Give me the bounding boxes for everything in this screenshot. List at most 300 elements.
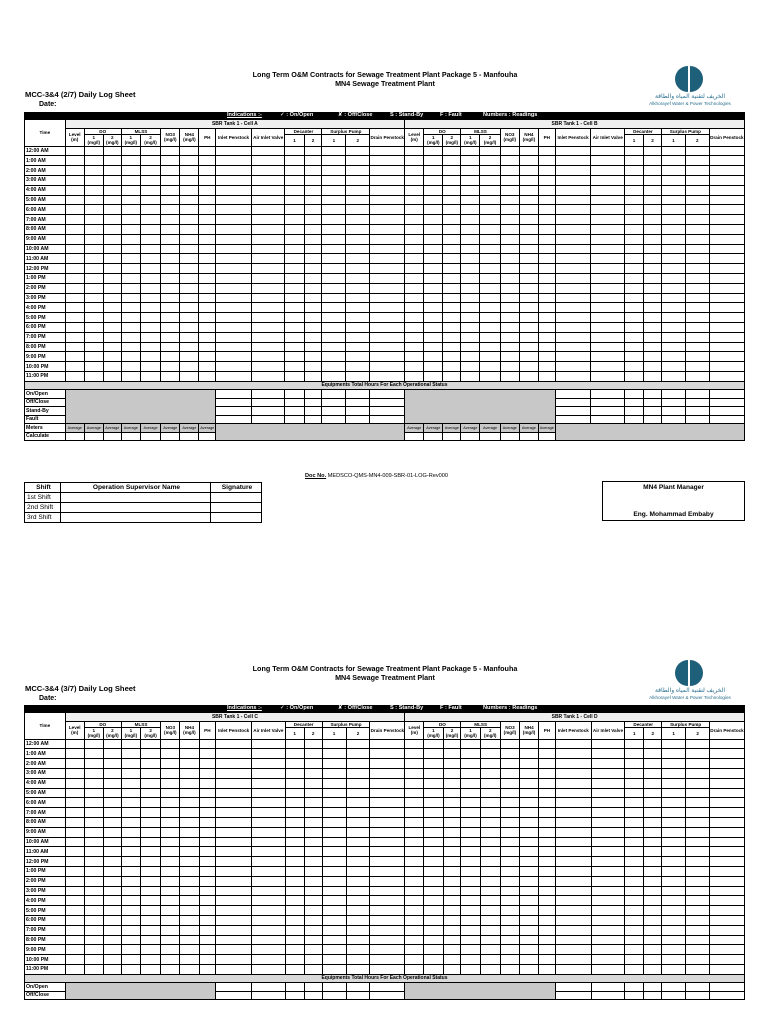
reading-cell[interactable] <box>370 759 405 769</box>
reading-cell[interactable] <box>685 185 709 195</box>
reading-cell[interactable] <box>346 798 370 808</box>
reading-cell[interactable] <box>285 837 304 847</box>
reading-cell[interactable] <box>624 283 643 293</box>
reading-cell[interactable] <box>285 759 304 769</box>
reading-cell[interactable] <box>480 935 500 945</box>
reading-cell[interactable] <box>539 749 556 759</box>
reading-cell[interactable] <box>103 264 121 274</box>
reading-cell[interactable] <box>180 808 199 818</box>
reading-cell[interactable] <box>121 332 140 342</box>
reading-cell[interactable] <box>216 224 252 234</box>
reading-cell[interactable] <box>65 915 84 925</box>
reading-cell[interactable] <box>103 817 121 827</box>
reading-cell[interactable] <box>180 896 199 906</box>
reading-cell[interactable] <box>161 886 180 896</box>
reading-cell[interactable] <box>140 264 160 274</box>
reading-cell[interactable] <box>140 827 160 837</box>
reading-cell[interactable] <box>285 244 304 254</box>
reading-cell[interactable] <box>405 964 424 974</box>
reading-cell[interactable] <box>461 827 480 837</box>
reading-cell[interactable] <box>304 371 322 381</box>
reading-cell[interactable] <box>84 925 103 935</box>
reading-cell[interactable] <box>304 817 322 827</box>
reading-cell[interactable] <box>500 759 519 769</box>
reading-cell[interactable] <box>424 759 443 769</box>
reading-cell[interactable] <box>424 224 443 234</box>
reading-cell[interactable] <box>661 215 685 225</box>
reading-cell[interactable] <box>644 342 662 352</box>
reading-cell[interactable] <box>424 827 443 837</box>
reading-cell[interactable] <box>480 185 500 195</box>
reading-cell[interactable] <box>461 244 480 254</box>
reading-cell[interactable] <box>500 273 519 283</box>
reading-cell[interactable] <box>199 283 216 293</box>
reading-cell[interactable] <box>500 244 519 254</box>
reading-cell[interactable] <box>624 215 643 225</box>
reading-cell[interactable] <box>644 352 662 362</box>
reading-cell[interactable] <box>500 808 519 818</box>
hours-cell[interactable] <box>370 415 405 424</box>
reading-cell[interactable] <box>103 964 121 974</box>
reading-cell[interactable] <box>121 749 140 759</box>
reading-cell[interactable] <box>625 778 644 788</box>
reading-cell[interactable] <box>121 798 140 808</box>
reading-cell[interactable] <box>285 896 304 906</box>
reading-cell[interactable] <box>405 886 424 896</box>
reading-cell[interactable] <box>304 876 322 886</box>
reading-cell[interactable] <box>304 195 322 205</box>
reading-cell[interactable] <box>500 234 519 244</box>
reading-cell[interactable] <box>285 303 304 313</box>
reading-cell[interactable] <box>103 788 121 798</box>
hours-cell[interactable] <box>251 407 284 416</box>
reading-cell[interactable] <box>662 749 686 759</box>
reading-cell[interactable] <box>161 352 180 362</box>
reading-cell[interactable] <box>624 156 643 166</box>
calculate-cell[interactable] <box>140 432 160 441</box>
reading-cell[interactable] <box>624 244 643 254</box>
reading-cell[interactable] <box>500 283 519 293</box>
reading-cell[interactable] <box>251 244 284 254</box>
reading-cell[interactable] <box>121 244 140 254</box>
reading-cell[interactable] <box>216 146 252 156</box>
reading-cell[interactable] <box>424 371 443 381</box>
reading-cell[interactable] <box>121 925 140 935</box>
reading-cell[interactable] <box>84 234 103 244</box>
reading-cell[interactable] <box>285 264 304 274</box>
reading-cell[interactable] <box>405 332 424 342</box>
reading-cell[interactable] <box>322 915 346 925</box>
reading-cell[interactable] <box>644 313 662 323</box>
hours-cell[interactable] <box>322 407 346 416</box>
reading-cell[interactable] <box>480 224 500 234</box>
reading-cell[interactable] <box>538 166 555 176</box>
reading-cell[interactable] <box>216 362 252 372</box>
reading-cell[interactable] <box>539 769 556 779</box>
reading-cell[interactable] <box>624 332 643 342</box>
reading-cell[interactable] <box>591 283 624 293</box>
reading-cell[interactable] <box>480 837 500 847</box>
reading-cell[interactable] <box>199 925 216 935</box>
reading-cell[interactable] <box>161 234 180 244</box>
reading-cell[interactable] <box>591 886 624 896</box>
reading-cell[interactable] <box>180 176 199 186</box>
reading-cell[interactable] <box>65 264 84 274</box>
reading-cell[interactable] <box>252 817 285 827</box>
reading-cell[interactable] <box>710 857 745 867</box>
hours-cell[interactable] <box>346 407 370 416</box>
calculate-cell[interactable] <box>519 432 538 441</box>
reading-cell[interactable] <box>140 166 160 176</box>
reading-cell[interactable] <box>661 273 685 283</box>
reading-cell[interactable] <box>624 224 643 234</box>
reading-cell[interactable] <box>424 166 443 176</box>
reading-cell[interactable] <box>424 195 443 205</box>
reading-cell[interactable] <box>285 234 304 244</box>
reading-cell[interactable] <box>322 788 346 798</box>
reading-cell[interactable] <box>103 798 121 808</box>
reading-cell[interactable] <box>65 749 84 759</box>
reading-cell[interactable] <box>346 886 370 896</box>
reading-cell[interactable] <box>520 876 539 886</box>
reading-cell[interactable] <box>252 837 285 847</box>
reading-cell[interactable] <box>304 254 322 264</box>
reading-cell[interactable] <box>710 769 745 779</box>
reading-cell[interactable] <box>405 224 424 234</box>
reading-cell[interactable] <box>555 769 591 779</box>
reading-cell[interactable] <box>140 935 160 945</box>
reading-cell[interactable] <box>405 808 424 818</box>
reading-cell[interactable] <box>84 322 103 332</box>
reading-cell[interactable] <box>500 205 519 215</box>
reading-cell[interactable] <box>161 817 180 827</box>
reading-cell[interactable] <box>443 205 461 215</box>
reading-cell[interactable] <box>121 847 140 857</box>
hours-cell[interactable] <box>710 991 745 1000</box>
reading-cell[interactable] <box>103 906 121 916</box>
reading-cell[interactable] <box>322 313 346 323</box>
reading-cell[interactable] <box>140 371 160 381</box>
reading-cell[interactable] <box>539 759 556 769</box>
reading-cell[interactable] <box>346 362 370 372</box>
reading-cell[interactable] <box>443 739 461 749</box>
reading-cell[interactable] <box>304 352 322 362</box>
reading-cell[interactable] <box>103 234 121 244</box>
reading-cell[interactable] <box>285 955 304 965</box>
reading-cell[interactable] <box>140 273 160 283</box>
reading-cell[interactable] <box>661 342 685 352</box>
reading-cell[interactable] <box>709 146 744 156</box>
reading-cell[interactable] <box>216 185 252 195</box>
reading-cell[interactable] <box>161 156 180 166</box>
reading-cell[interactable] <box>424 313 443 323</box>
reading-cell[interactable] <box>121 234 140 244</box>
reading-cell[interactable] <box>461 224 480 234</box>
reading-cell[interactable] <box>84 886 103 896</box>
reading-cell[interactable] <box>161 205 180 215</box>
reading-cell[interactable] <box>443 778 461 788</box>
reading-cell[interactable] <box>461 769 480 779</box>
reading-cell[interactable] <box>346 264 370 274</box>
reading-cell[interactable] <box>322 945 346 955</box>
reading-cell[interactable] <box>199 769 216 779</box>
reading-cell[interactable] <box>424 254 443 264</box>
reading-cell[interactable] <box>121 866 140 876</box>
reading-cell[interactable] <box>140 234 160 244</box>
reading-cell[interactable] <box>644 798 662 808</box>
reading-cell[interactable] <box>539 896 556 906</box>
reading-cell[interactable] <box>424 185 443 195</box>
reading-cell[interactable] <box>346 166 370 176</box>
reading-cell[interactable] <box>304 224 322 234</box>
reading-cell[interactable] <box>121 205 140 215</box>
reading-cell[interactable] <box>65 866 84 876</box>
reading-cell[interactable] <box>591 264 624 274</box>
reading-cell[interactable] <box>709 332 744 342</box>
reading-cell[interactable] <box>322 886 346 896</box>
hours-cell[interactable] <box>251 398 284 407</box>
reading-cell[interactable] <box>500 371 519 381</box>
reading-cell[interactable] <box>199 857 216 867</box>
reading-cell[interactable] <box>480 352 500 362</box>
reading-cell[interactable] <box>555 857 591 867</box>
reading-cell[interactable] <box>424 273 443 283</box>
reading-cell[interactable] <box>252 876 285 886</box>
reading-cell[interactable] <box>370 945 405 955</box>
reading-cell[interactable] <box>519 264 538 274</box>
reading-cell[interactable] <box>424 778 443 788</box>
reading-cell[interactable] <box>662 788 686 798</box>
reading-cell[interactable] <box>500 215 519 225</box>
reading-cell[interactable] <box>199 205 216 215</box>
reading-cell[interactable] <box>84 817 103 827</box>
reading-cell[interactable] <box>424 264 443 274</box>
reading-cell[interactable] <box>405 857 424 867</box>
reading-cell[interactable] <box>304 146 322 156</box>
reading-cell[interactable] <box>65 146 84 156</box>
reading-cell[interactable] <box>539 798 556 808</box>
reading-cell[interactable] <box>480 955 500 965</box>
reading-cell[interactable] <box>121 769 140 779</box>
reading-cell[interactable] <box>538 176 555 186</box>
reading-cell[interactable] <box>555 176 591 186</box>
reading-cell[interactable] <box>161 964 180 974</box>
reading-cell[interactable] <box>591 915 624 925</box>
reading-cell[interactable] <box>65 778 84 788</box>
hours-cell[interactable] <box>370 407 405 416</box>
reading-cell[interactable] <box>686 964 710 974</box>
reading-cell[interactable] <box>461 166 480 176</box>
reading-cell[interactable] <box>424 352 443 362</box>
reading-cell[interactable] <box>519 205 538 215</box>
hours-cell[interactable] <box>370 991 405 1000</box>
reading-cell[interactable] <box>480 798 500 808</box>
reading-cell[interactable] <box>644 362 662 372</box>
reading-cell[interactable] <box>103 837 121 847</box>
reading-cell[interactable] <box>461 964 480 974</box>
reading-cell[interactable] <box>644 283 662 293</box>
reading-cell[interactable] <box>370 925 405 935</box>
reading-cell[interactable] <box>538 273 555 283</box>
hours-cell[interactable] <box>555 983 591 992</box>
reading-cell[interactable] <box>216 935 252 945</box>
reading-cell[interactable] <box>625 827 644 837</box>
reading-cell[interactable] <box>216 215 252 225</box>
reading-cell[interactable] <box>161 293 180 303</box>
reading-cell[interactable] <box>121 146 140 156</box>
reading-cell[interactable] <box>644 886 662 896</box>
reading-cell[interactable] <box>538 156 555 166</box>
reading-cell[interactable] <box>216 264 252 274</box>
reading-cell[interactable] <box>252 739 285 749</box>
reading-cell[interactable] <box>644 176 662 186</box>
reading-cell[interactable] <box>370 176 405 186</box>
reading-cell[interactable] <box>461 264 480 274</box>
reading-cell[interactable] <box>216 156 252 166</box>
reading-cell[interactable] <box>644 955 662 965</box>
reading-cell[interactable] <box>591 964 624 974</box>
reading-cell[interactable] <box>686 837 710 847</box>
reading-cell[interactable] <box>625 876 644 886</box>
reading-cell[interactable] <box>161 322 180 332</box>
reading-cell[interactable] <box>322 837 346 847</box>
reading-cell[interactable] <box>591 769 624 779</box>
reading-cell[interactable] <box>65 254 84 264</box>
reading-cell[interactable] <box>140 817 160 827</box>
reading-cell[interactable] <box>161 215 180 225</box>
reading-cell[interactable] <box>405 156 424 166</box>
reading-cell[interactable] <box>121 788 140 798</box>
reading-cell[interactable] <box>591 273 624 283</box>
reading-cell[interactable] <box>161 303 180 313</box>
reading-cell[interactable] <box>285 866 304 876</box>
reading-cell[interactable] <box>140 224 160 234</box>
reading-cell[interactable] <box>180 827 199 837</box>
reading-cell[interactable] <box>370 264 405 274</box>
reading-cell[interactable] <box>285 876 304 886</box>
hours-cell[interactable] <box>591 983 624 992</box>
reading-cell[interactable] <box>710 778 745 788</box>
reading-cell[interactable] <box>644 945 662 955</box>
hours-cell[interactable] <box>625 983 644 992</box>
reading-cell[interactable] <box>539 847 556 857</box>
reading-cell[interactable] <box>140 156 160 166</box>
reading-cell[interactable] <box>424 769 443 779</box>
reading-cell[interactable] <box>710 906 745 916</box>
reading-cell[interactable] <box>519 224 538 234</box>
reading-cell[interactable] <box>443 303 461 313</box>
reading-cell[interactable] <box>685 264 709 274</box>
reading-cell[interactable] <box>140 798 160 808</box>
reading-cell[interactable] <box>538 303 555 313</box>
reading-cell[interactable] <box>140 215 160 225</box>
reading-cell[interactable] <box>625 817 644 827</box>
reading-cell[interactable] <box>65 906 84 916</box>
reading-cell[interactable] <box>591 205 624 215</box>
reading-cell[interactable] <box>199 955 216 965</box>
hours-cell[interactable] <box>285 983 304 992</box>
reading-cell[interactable] <box>709 313 744 323</box>
reading-cell[interactable] <box>121 778 140 788</box>
reading-cell[interactable] <box>591 303 624 313</box>
reading-cell[interactable] <box>661 362 685 372</box>
hours-cell[interactable] <box>370 398 405 407</box>
reading-cell[interactable] <box>216 915 252 925</box>
reading-cell[interactable] <box>84 303 103 313</box>
reading-cell[interactable] <box>591 749 624 759</box>
reading-cell[interactable] <box>500 176 519 186</box>
reading-cell[interactable] <box>370 244 405 254</box>
reading-cell[interactable] <box>346 788 370 798</box>
reading-cell[interactable] <box>103 195 121 205</box>
reading-cell[interactable] <box>322 185 346 195</box>
reading-cell[interactable] <box>405 778 424 788</box>
reading-cell[interactable] <box>140 769 160 779</box>
reading-cell[interactable] <box>443 185 461 195</box>
reading-cell[interactable] <box>685 283 709 293</box>
reading-cell[interactable] <box>84 146 103 156</box>
reading-cell[interactable] <box>304 788 322 798</box>
reading-cell[interactable] <box>443 371 461 381</box>
reading-cell[interactable] <box>709 166 744 176</box>
reading-cell[interactable] <box>555 749 591 759</box>
reading-cell[interactable] <box>121 915 140 925</box>
reading-cell[interactable] <box>405 234 424 244</box>
reading-cell[interactable] <box>252 827 285 837</box>
reading-cell[interactable] <box>520 906 539 916</box>
reading-cell[interactable] <box>180 352 199 362</box>
reading-cell[interactable] <box>443 788 461 798</box>
reading-cell[interactable] <box>625 925 644 935</box>
reading-cell[interactable] <box>346 371 370 381</box>
reading-cell[interactable] <box>624 362 643 372</box>
calculate-cell[interactable] <box>199 432 216 441</box>
reading-cell[interactable] <box>161 778 180 788</box>
reading-cell[interactable] <box>216 798 252 808</box>
reading-cell[interactable] <box>84 195 103 205</box>
reading-cell[interactable] <box>424 817 443 827</box>
reading-cell[interactable] <box>180 303 199 313</box>
reading-cell[interactable] <box>322 739 346 749</box>
reading-cell[interactable] <box>65 195 84 205</box>
reading-cell[interactable] <box>539 925 556 935</box>
reading-cell[interactable] <box>710 847 745 857</box>
reading-cell[interactable] <box>199 847 216 857</box>
reading-cell[interactable] <box>644 935 662 945</box>
reading-cell[interactable] <box>686 876 710 886</box>
reading-cell[interactable] <box>370 371 405 381</box>
reading-cell[interactable] <box>591 798 624 808</box>
reading-cell[interactable] <box>685 146 709 156</box>
reading-cell[interactable] <box>591 925 624 935</box>
reading-cell[interactable] <box>322 371 346 381</box>
reading-cell[interactable] <box>180 273 199 283</box>
reading-cell[interactable] <box>180 925 199 935</box>
reading-cell[interactable] <box>500 798 519 808</box>
reading-cell[interactable] <box>103 244 121 254</box>
reading-cell[interactable] <box>443 176 461 186</box>
reading-cell[interactable] <box>461 273 480 283</box>
reading-cell[interactable] <box>322 283 346 293</box>
reading-cell[interactable] <box>285 362 304 372</box>
hours-cell[interactable] <box>555 390 591 399</box>
reading-cell[interactable] <box>304 915 322 925</box>
reading-cell[interactable] <box>216 847 252 857</box>
reading-cell[interactable] <box>370 156 405 166</box>
reading-cell[interactable] <box>161 166 180 176</box>
reading-cell[interactable] <box>140 146 160 156</box>
reading-cell[interactable] <box>624 342 643 352</box>
